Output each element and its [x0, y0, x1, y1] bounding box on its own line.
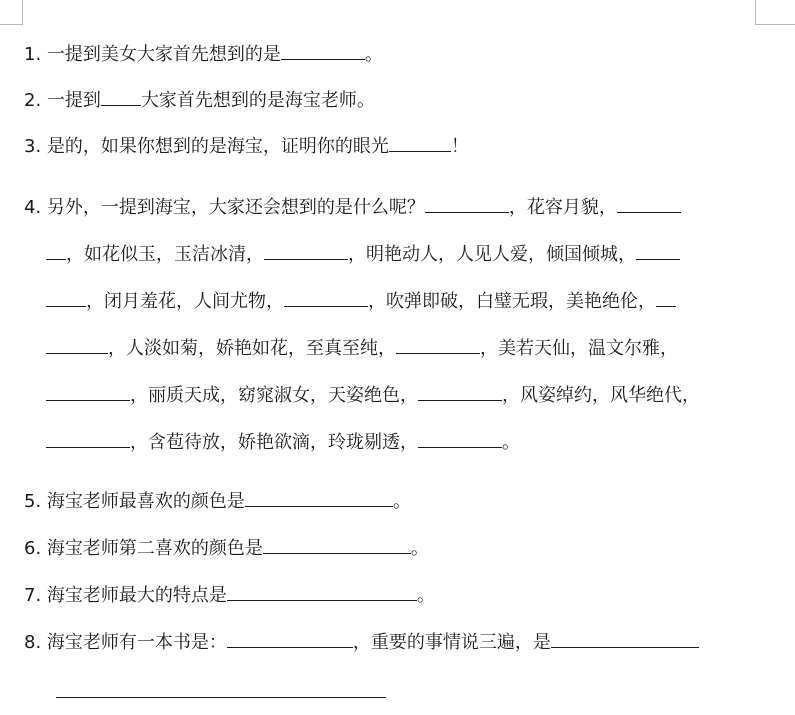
- question-text: 是的，如果你想到的是海宝，证明你的眼光: [46, 136, 389, 157]
- answer-blank[interactable]: [227, 583, 417, 601]
- page-corner-mark-left: [0, 0, 23, 25]
- question-5: [24, 489, 411, 513]
- answer-blank[interactable]: [636, 242, 680, 260]
- question-4-line-5: [46, 383, 700, 407]
- question-number: 8.: [24, 632, 42, 653]
- answer-blank[interactable]: [46, 289, 86, 307]
- question-text: 一提到美女大家首先想到的是: [46, 44, 281, 65]
- question-text: ，闭月羞花，人间尤物，: [86, 291, 284, 312]
- answer-blank[interactable]: [245, 489, 393, 507]
- answer-blank[interactable]: [617, 195, 681, 213]
- question-7: [24, 583, 435, 607]
- question-text: ，含苞待放，娇艳欲滴，玲珑剔透，: [130, 432, 418, 453]
- question-text-end: 。: [502, 432, 520, 453]
- answer-blank[interactable]: [425, 195, 509, 213]
- question-text: 海宝老师最大的特点是: [46, 585, 227, 606]
- answer-blank[interactable]: [227, 630, 353, 648]
- answer-blank[interactable]: [656, 289, 676, 307]
- question-text: ，花容月貌，: [508, 197, 617, 218]
- answer-blank[interactable]: [263, 536, 411, 554]
- question-text: ，明艳动人，人见人爱，倾国倾城，: [348, 244, 636, 265]
- answer-blank[interactable]: [46, 383, 130, 401]
- question-6: [24, 536, 429, 560]
- question-8: [24, 630, 699, 654]
- question-4: [24, 195, 681, 219]
- question-text: 另外，一提到海宝，大家还会想到的是什么呢？: [46, 197, 425, 218]
- answer-blank[interactable]: [46, 430, 130, 448]
- question-text: ，人淡如菊，娇艳如花，至真至纯，: [108, 338, 396, 359]
- question-text: ，美若天仙，温文尔雅，: [480, 338, 678, 359]
- answer-blank[interactable]: [551, 630, 699, 648]
- answer-blank[interactable]: [46, 242, 66, 260]
- question-number: 5.: [24, 491, 42, 512]
- question-4-line-6: [46, 430, 520, 454]
- question-4-line-4: [46, 336, 678, 360]
- answer-blank[interactable]: [281, 42, 365, 60]
- question-number: 4.: [24, 197, 42, 218]
- question-text: 一提到: [46, 90, 101, 111]
- answer-blank-continuation[interactable]: [56, 697, 386, 698]
- question-3: [24, 134, 469, 158]
- question-number: 7.: [24, 585, 42, 606]
- question-text: ，如花似玉，玉洁冰清，: [66, 244, 264, 265]
- question-text: ，重要的事情说三遍，是: [352, 632, 551, 653]
- answer-blank[interactable]: [284, 289, 368, 307]
- answer-blank[interactable]: [101, 88, 141, 106]
- answer-blank[interactable]: [389, 134, 451, 152]
- question-text-end: ！: [450, 136, 469, 157]
- question-number: 1.: [24, 44, 42, 65]
- question-text: ，吹弹即破，白璧无瑕，美艳绝伦，: [368, 291, 656, 312]
- question-text: 海宝老师最喜欢的颜色是: [46, 491, 245, 512]
- question-number: 6.: [24, 538, 42, 559]
- question-text-end: 。: [364, 44, 383, 65]
- question-text: 海宝老师第二喜欢的颜色是: [46, 538, 263, 559]
- question-1: [24, 42, 383, 66]
- question-text: ，风姿绰约，风华绝代，: [502, 385, 700, 406]
- page-corner-mark-right: [755, 0, 795, 25]
- question-number: 3.: [24, 136, 42, 157]
- answer-blank[interactable]: [418, 430, 502, 448]
- question-text-end: 。: [392, 491, 411, 512]
- question-text-end: 大家首先想到的是海宝老师。: [140, 90, 375, 111]
- question-4-line-3: [46, 289, 676, 313]
- question-text: 海宝老师有一本书是：: [46, 632, 227, 653]
- answer-blank[interactable]: [396, 336, 480, 354]
- question-number: 2.: [24, 90, 42, 111]
- answer-blank[interactable]: [46, 336, 108, 354]
- question-4-line-2: [46, 242, 680, 266]
- question-text-end: 。: [410, 538, 429, 559]
- answer-blank[interactable]: [418, 383, 502, 401]
- answer-blank[interactable]: [264, 242, 348, 260]
- question-text: ，丽质天成，窈窕淑女，天姿绝色，: [130, 385, 418, 406]
- question-text-end: 。: [416, 585, 435, 606]
- question-2: [24, 88, 375, 112]
